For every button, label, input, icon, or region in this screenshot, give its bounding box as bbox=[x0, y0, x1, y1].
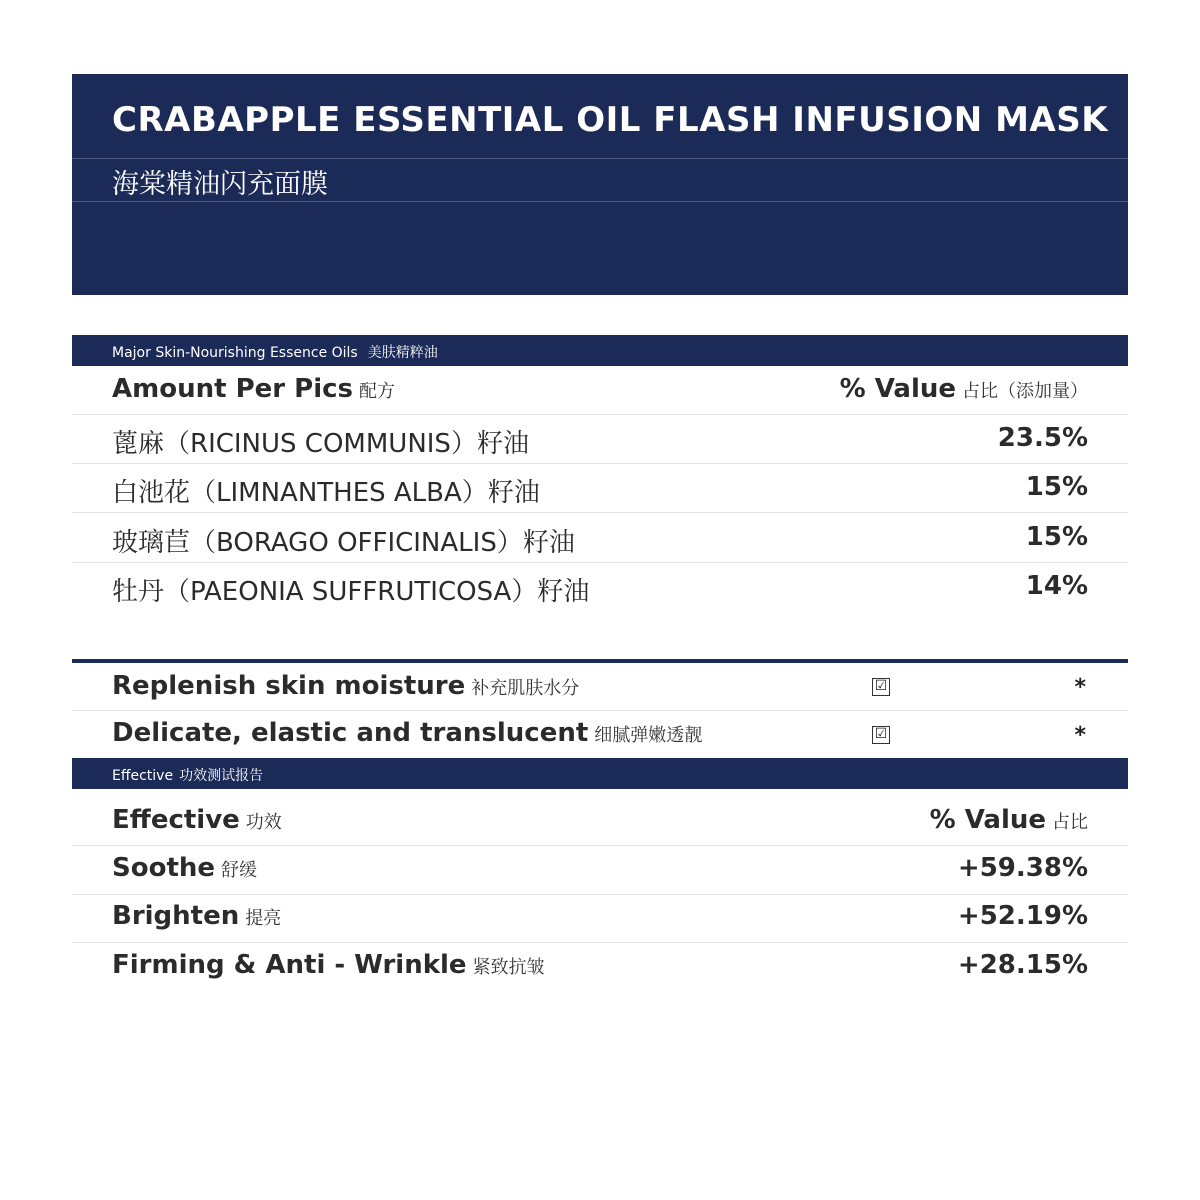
table-row bbox=[72, 895, 1128, 943]
effect-label-cn: 舒缓 bbox=[221, 860, 258, 881]
effect-label: Firming & Anti - Wrinkle bbox=[112, 950, 467, 980]
section-bar-title-cn: 功效测试报告 bbox=[179, 768, 264, 784]
column-header-value: % Value bbox=[929, 805, 1046, 835]
table-row bbox=[72, 464, 1128, 513]
ingredient-name: 蓖麻（RICINUS COMMUNIS）籽油 bbox=[112, 429, 529, 459]
ingredient-name: 白池花（LIMNANTHES ALBA）籽油 bbox=[112, 478, 540, 508]
section-bar-oils bbox=[72, 335, 1128, 366]
divider bbox=[72, 158, 1128, 159]
checkbox-icon: ☑ bbox=[872, 726, 890, 744]
section-bar-title-cn: 美肤精粹油 bbox=[367, 345, 438, 361]
effect-value: +52.19% bbox=[957, 901, 1088, 931]
section-bar-title: Effective bbox=[112, 768, 174, 784]
benefit-label: Delicate, elastic and translucent bbox=[112, 718, 589, 748]
benefit-row bbox=[72, 663, 1128, 711]
ingredient-value: 23.5% bbox=[997, 423, 1088, 453]
table-row bbox=[72, 415, 1128, 464]
benefit-label-cn: 细腻弹嫩透靓 bbox=[594, 725, 703, 746]
product-header bbox=[72, 74, 1128, 295]
effect-label-cn: 提亮 bbox=[245, 908, 282, 929]
checkbox-icon: ☑ bbox=[872, 678, 890, 696]
ingredient-name: 玻璃苣（BORAGO OFFICINALIS）籽油 bbox=[112, 528, 575, 558]
effect-label: Soothe bbox=[112, 853, 216, 883]
table-row bbox=[72, 943, 1128, 993]
effect-label-cn: 紧致抗皱 bbox=[472, 957, 545, 978]
table-header-row bbox=[72, 798, 1128, 846]
column-header-effective-cn: 功效 bbox=[245, 812, 282, 833]
asterisk-mark: * bbox=[1074, 675, 1086, 700]
section-bar-title: Major Skin-Nourishing Essence Oils bbox=[112, 345, 358, 361]
benefit-label-cn: 补充肌肤水分 bbox=[471, 678, 580, 699]
divider bbox=[72, 201, 1128, 202]
table-row bbox=[72, 513, 1128, 563]
column-header-value: % Value bbox=[839, 374, 956, 404]
effect-label: Brighten bbox=[112, 901, 240, 931]
effect-value: +59.38% bbox=[957, 853, 1088, 883]
column-header-effective: Effective bbox=[112, 805, 240, 835]
column-header-value-cn: 占比（添加量） bbox=[962, 381, 1088, 402]
benefit-label: Replenish skin moisture bbox=[112, 671, 466, 701]
product-subtitle: 海棠精油闪充面膜 bbox=[112, 169, 328, 200]
product-title: CRABAPPLE ESSENTIAL OIL FLASH INFUSION MASK bbox=[112, 100, 1109, 140]
table-row bbox=[72, 563, 1128, 613]
effect-value: +28.15% bbox=[957, 950, 1088, 980]
ingredient-name: 牡丹（PAEONIA SUFFRUTICOSA）籽油 bbox=[112, 577, 590, 607]
ingredient-value: 14% bbox=[1025, 571, 1088, 601]
ingredient-value: 15% bbox=[1025, 522, 1088, 552]
column-header-value-cn: 占比 bbox=[1052, 812, 1088, 833]
benefit-row bbox=[72, 711, 1128, 758]
section-bar-effective bbox=[72, 758, 1128, 789]
table-header-row bbox=[72, 366, 1128, 415]
ingredient-value: 15% bbox=[1025, 472, 1088, 502]
column-header-amount-cn: 配方 bbox=[359, 381, 395, 402]
column-header-amount: Amount Per Pics bbox=[112, 374, 353, 404]
table-row bbox=[72, 846, 1128, 895]
asterisk-mark: * bbox=[1074, 723, 1086, 748]
